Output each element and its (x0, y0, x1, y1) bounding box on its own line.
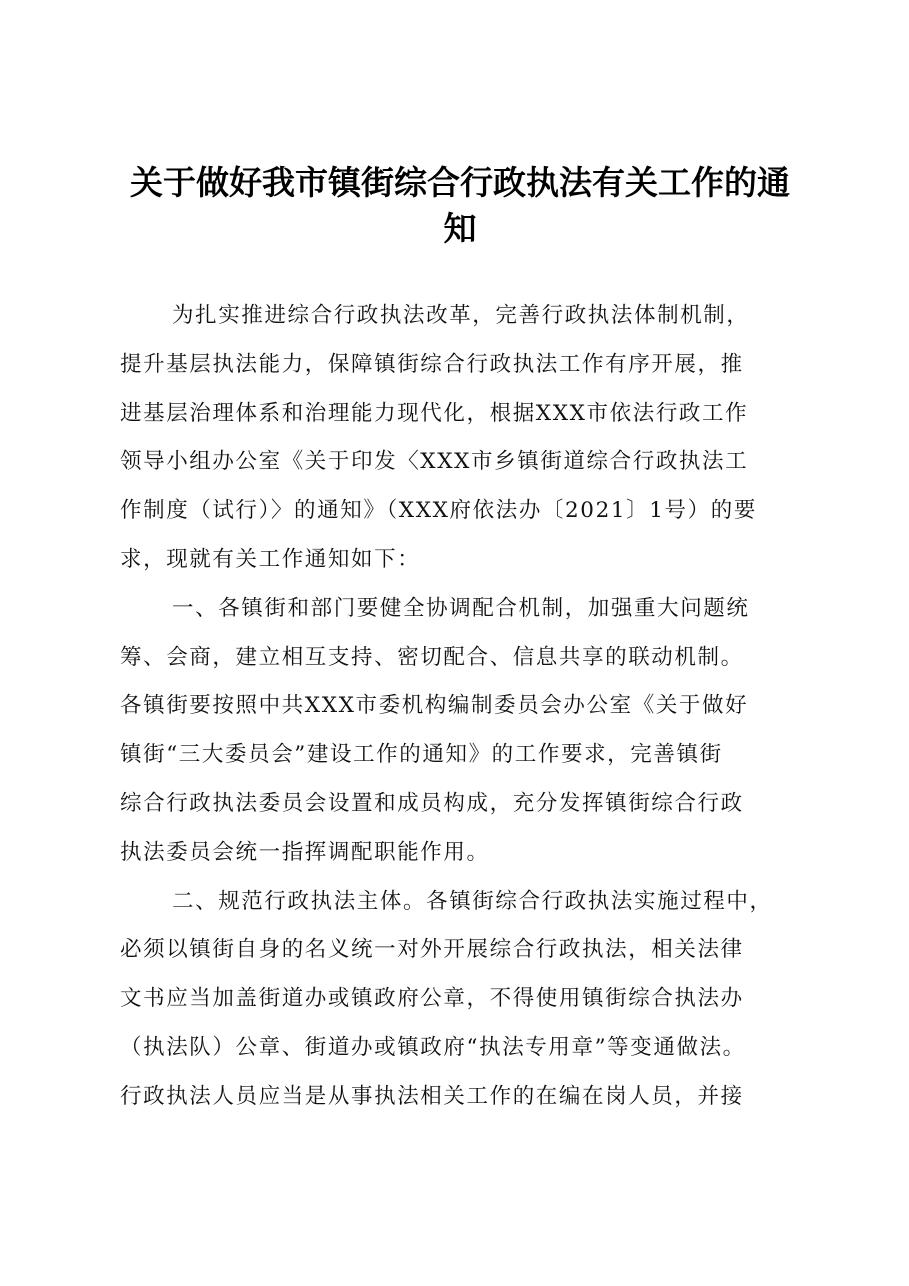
paragraph-one-line: 执法委员会统一指挥调配职能作用。 (120, 839, 490, 865)
paragraph-one-line: 综合行政执法委员会设置和成员构成，充分发挥镇街综合行政 (120, 790, 744, 816)
paragraph-two-line: 行政执法人员应当是从事执法相关工作的在编在岗人员，并接 (120, 1083, 744, 1109)
paragraph-intro-line: 提升基层执法能力，保障镇街综合行政执法工作有序开展，推 (120, 351, 744, 377)
paragraph-two-line: 二、规范行政执法主体。各镇街综合行政执法实施过程中， (172, 888, 773, 914)
paragraph-intro-line: 进基层治理体系和治理能力现代化，根据XXX市依法行政工作 (120, 400, 749, 426)
paragraph-two-line: 必须以镇街自身的名义统一对外开展综合行政执法，相关法律 (120, 937, 744, 963)
paragraph-two-line: （执法队）公章、街道办或镇政府“执法专用章”等变通做法。 (120, 1034, 746, 1060)
paragraph-one-line: 各镇街要按照中共XXX市委机构编制委员会办公室《关于做好 (120, 693, 749, 719)
paragraph-one-line: 镇街“三大委员会”建设工作的通知》的工作要求，完善镇街 (120, 742, 723, 768)
paragraph-intro-line: 作制度（试行）〉的通知》（XXX府依法办〔2021〕1号）的要 (120, 498, 757, 524)
paragraph-one-line: 一、各镇街和部门要健全协调配合机制，加强重大问题统 (172, 595, 750, 621)
paragraph-one-line: 筹、会商，建立相互支持、密切配合、信息共享的联动机制。 (120, 644, 744, 670)
document-body (120, 292, 810, 1122)
document-title (115, 160, 805, 252)
paragraph-intro-line: 领导小组办公室《关于印发〈XXX市乡镇街道综合行政执法工 (120, 449, 749, 475)
title-line: 知 (443, 209, 477, 248)
title-line: 关于做好我市镇街综合行政执法有关工作的通 (130, 163, 790, 202)
paragraph-two-line: 文书应当加盖街道办或镇政府公章，不得使用镇街综合执法办 (120, 986, 744, 1012)
paragraph-intro-line: 为扎实推进综合行政执法改革，完善行政执法体制机制， (172, 303, 750, 328)
paragraph-intro-line: 求，现就有关工作通知如下： (120, 546, 421, 572)
